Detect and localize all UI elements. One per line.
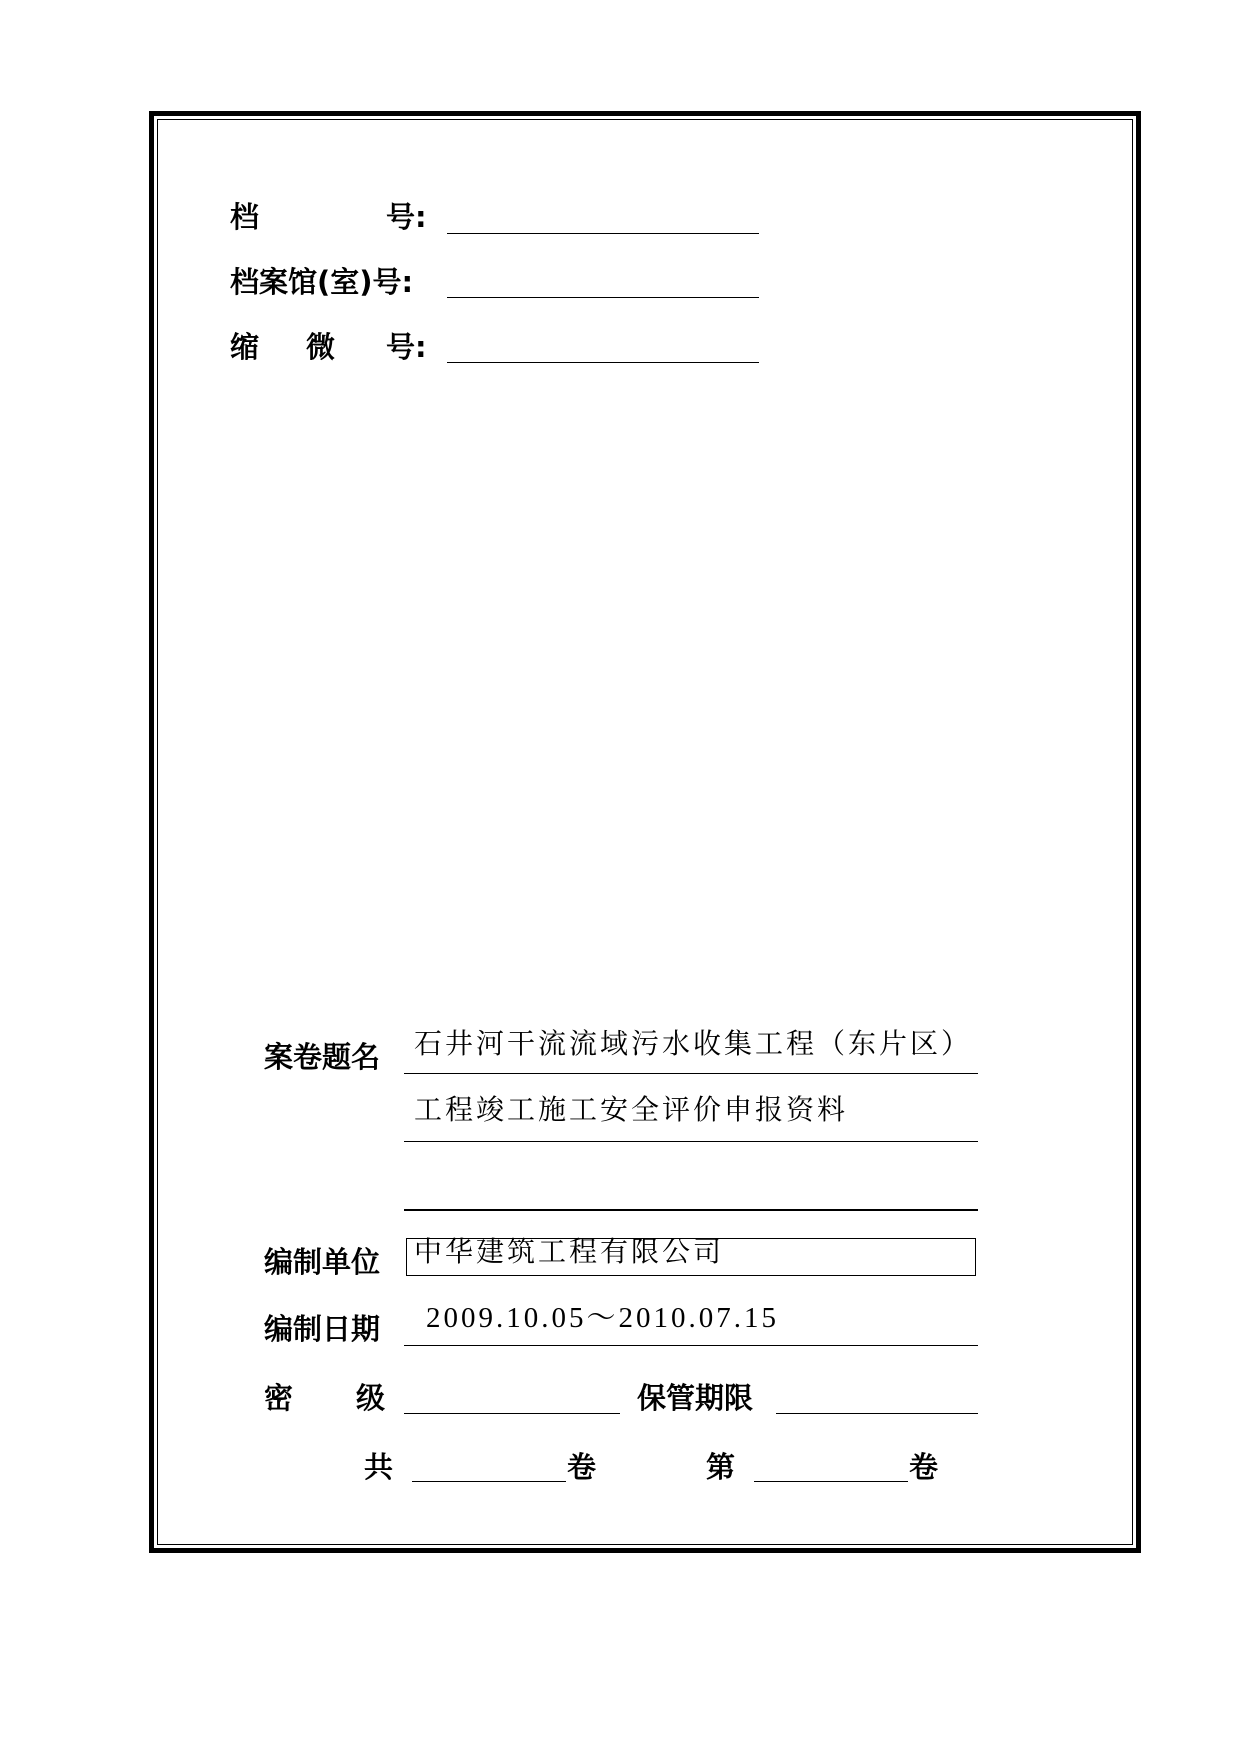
total-volumes-prefix: 共 — [364, 1450, 394, 1484]
archive-no-field[interactable] — [447, 233, 759, 234]
microfilm-no-label-char3: 号: — [386, 330, 427, 364]
archive-no-label-char2: 号: — [386, 200, 427, 234]
secrecy-label-char1: 密 — [264, 1381, 294, 1415]
microfilm-no-field[interactable] — [447, 362, 759, 363]
secrecy-label-char2: 级 — [356, 1381, 386, 1415]
volume-index-field[interactable] — [754, 1481, 908, 1482]
volume-index-prefix: 第 — [706, 1450, 736, 1484]
compiling-unit-label: 编制单位 — [264, 1245, 381, 1279]
archive-no-label-char1: 档 — [230, 200, 260, 234]
microfilm-no-label-char1: 缩 — [230, 330, 260, 364]
archive-hall-no-label: 档案馆(室)号: — [230, 265, 414, 299]
compiling-date-label: 编制日期 — [264, 1312, 381, 1346]
compiling-date-value: 2009.10.05～2010.07.15 — [426, 1302, 780, 1334]
volume-index-suffix: 卷 — [909, 1450, 939, 1484]
case-title-line2: 工程竣工施工安全评价申报资料 — [414, 1093, 849, 1126]
total-volumes-field[interactable] — [412, 1481, 566, 1482]
retention-label: 保管期限 — [637, 1381, 754, 1415]
total-volumes-suffix: 卷 — [567, 1450, 597, 1484]
case-title-line1: 石井河干流流域污水收集工程（东片区） — [414, 1027, 973, 1060]
retention-field[interactable] — [776, 1413, 978, 1414]
compiling-date-underline[interactable] — [404, 1345, 978, 1346]
case-title-label: 案卷题名 — [264, 1040, 381, 1074]
case-title-underline-3[interactable] — [404, 1209, 978, 1211]
case-title-underline-2[interactable] — [404, 1141, 978, 1142]
microfilm-no-label-char2: 微 — [306, 330, 336, 364]
compiling-unit-value: 中华建筑工程有限公司 — [414, 1235, 725, 1268]
secrecy-field[interactable] — [404, 1413, 620, 1414]
case-title-underline-1[interactable] — [404, 1073, 978, 1074]
archive-hall-no-field[interactable] — [447, 297, 759, 298]
